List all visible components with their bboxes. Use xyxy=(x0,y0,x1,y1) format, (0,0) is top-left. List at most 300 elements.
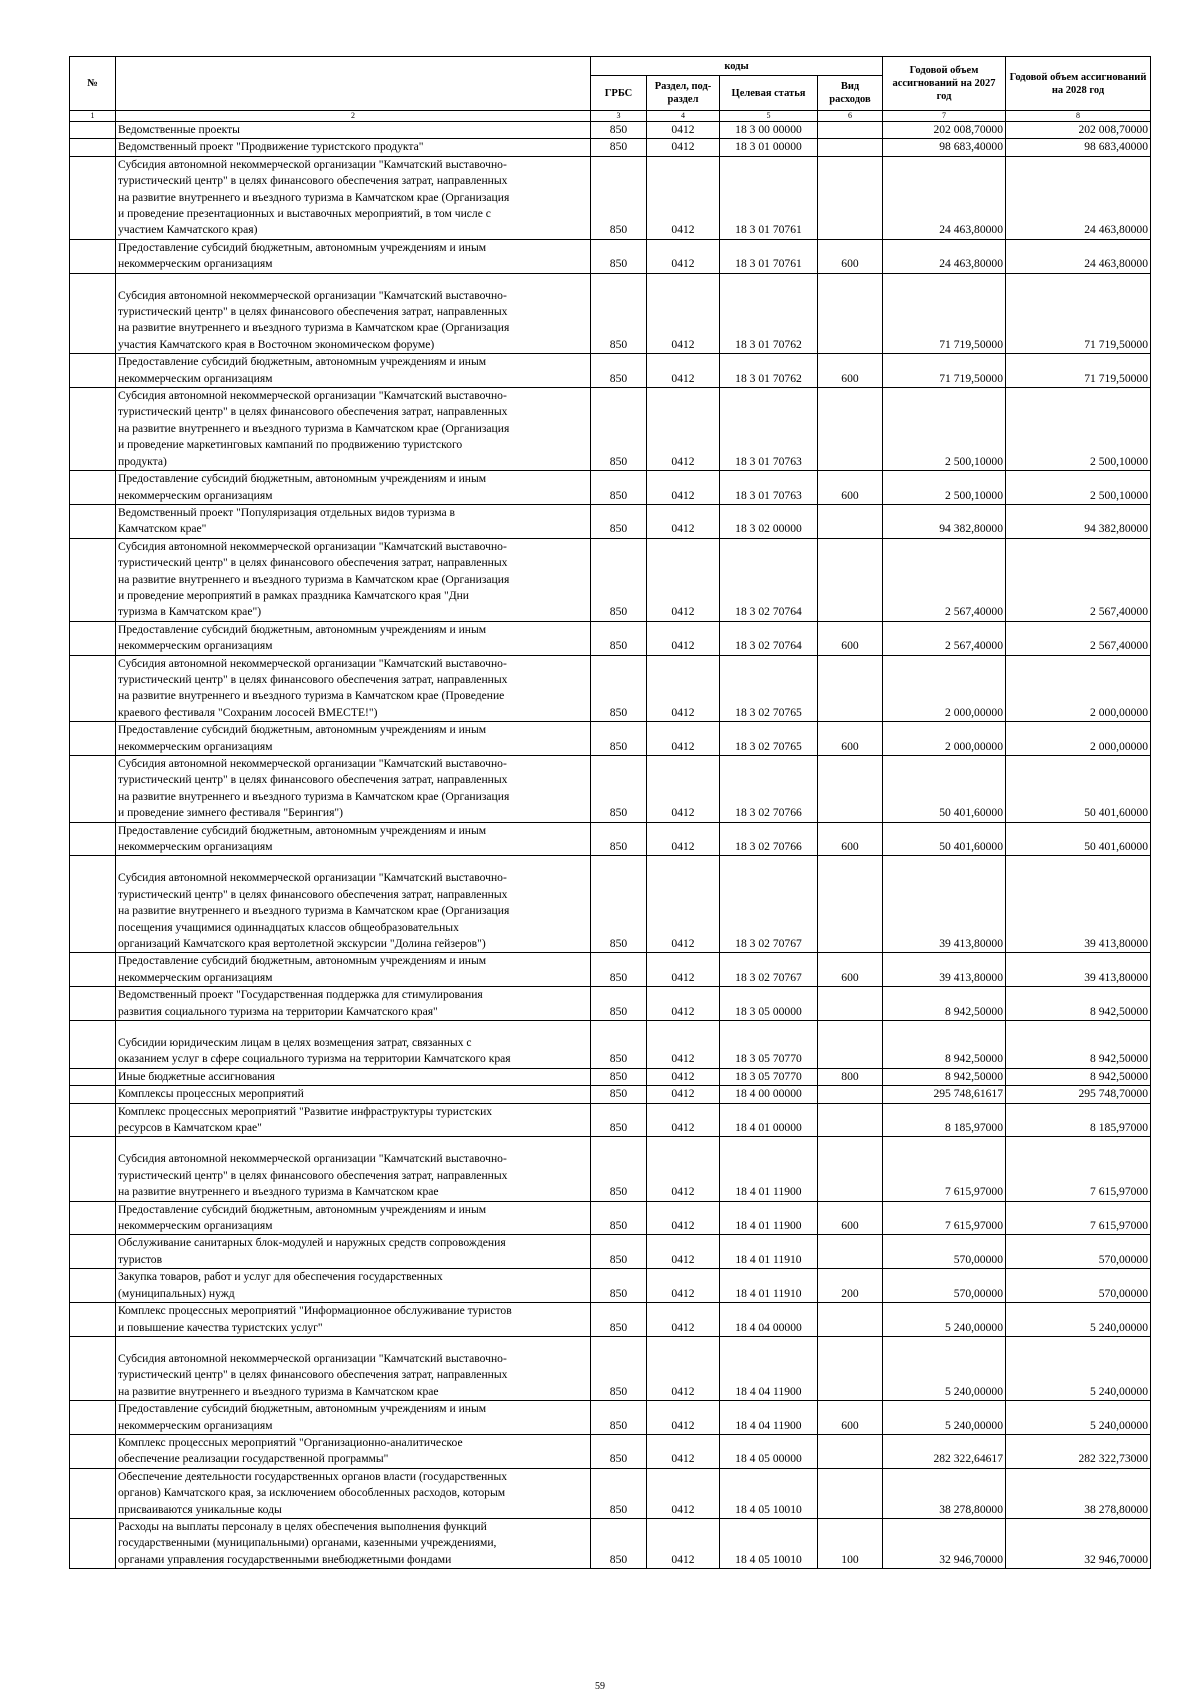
row-amount-2028-cell: 2 000,00000 xyxy=(1006,655,1151,722)
row-razdel-cell: 0412 xyxy=(647,1235,720,1269)
row-razdel-cell: 0412 xyxy=(647,1068,720,1085)
table-row xyxy=(70,388,1151,471)
row-article-cell: 18 4 00 00000 xyxy=(720,1086,818,1103)
row-amount-2027-cell: 24 463,80000 xyxy=(883,156,1006,239)
row-number-cell xyxy=(70,856,116,953)
row-number-cell xyxy=(70,1303,116,1337)
row-amount-2028-cell: 5 240,00000 xyxy=(1006,1303,1151,1337)
row-amount-2028-cell: 2 500,10000 xyxy=(1006,471,1151,505)
row-grbs-cell: 850 xyxy=(591,856,647,953)
row-article-cell: 18 4 01 11900 xyxy=(720,1201,818,1235)
row-razdel-cell: 0412 xyxy=(647,156,720,239)
row-amount-2027-cell: 5 240,00000 xyxy=(883,1303,1006,1337)
row-amount-2027-cell: 7 615,97000 xyxy=(883,1201,1006,1235)
row-amount-2028-cell: 39 413,80000 xyxy=(1006,856,1151,953)
row-vid-cell xyxy=(818,1235,883,1269)
row-amount-2027-cell: 2 567,40000 xyxy=(883,621,1006,655)
row-amount-2028-cell: 2 500,10000 xyxy=(1006,388,1151,471)
row-vid-cell xyxy=(818,756,883,823)
row-grbs-cell: 850 xyxy=(591,1518,647,1568)
row-article-cell: 18 3 01 70763 xyxy=(720,471,818,505)
row-article-cell: 18 3 05 00000 xyxy=(720,987,818,1021)
row-number-cell xyxy=(70,953,116,987)
row-razdel-cell: 0412 xyxy=(647,1518,720,1568)
row-article-cell: 18 3 05 70770 xyxy=(720,1021,818,1069)
row-vid-cell xyxy=(818,1021,883,1069)
row-article-cell: 18 3 02 00000 xyxy=(720,504,818,538)
row-razdel-cell: 0412 xyxy=(647,1201,720,1235)
row-amount-2028-cell: 282 322,73000 xyxy=(1006,1434,1151,1468)
row-grbs-cell: 850 xyxy=(591,1086,647,1103)
row-razdel-cell: 0412 xyxy=(647,1401,720,1435)
row-grbs-cell: 850 xyxy=(591,239,647,273)
row-vid-cell: 600 xyxy=(818,471,883,505)
table-row xyxy=(70,538,1151,621)
row-article-cell: 18 4 04 11900 xyxy=(720,1401,818,1435)
row-amount-2027-cell: 5 240,00000 xyxy=(883,1401,1006,1435)
row-number-cell xyxy=(70,504,116,538)
table-row xyxy=(70,1103,1151,1137)
row-razdel-cell: 0412 xyxy=(647,471,720,505)
table-row xyxy=(70,273,1151,354)
page-number: 59 xyxy=(595,1681,605,1692)
row-razdel-cell: 0412 xyxy=(647,1086,720,1103)
row-grbs-cell: 850 xyxy=(591,953,647,987)
row-name-cell: Ведомственный проект "Популяризация отдельных видов туризма в Камчатском крае" xyxy=(116,504,591,538)
row-number-cell xyxy=(70,1201,116,1235)
row-amount-2027-cell: 50 401,60000 xyxy=(883,822,1006,856)
table-row xyxy=(70,1303,1151,1337)
row-amount-2027-cell: 39 413,80000 xyxy=(883,953,1006,987)
row-grbs-cell: 850 xyxy=(591,1021,647,1069)
table-row xyxy=(70,1269,1151,1303)
table-row xyxy=(70,1401,1151,1435)
row-amount-2027-cell: 202 008,70000 xyxy=(883,122,1006,139)
row-name-cell: Расходы на выплаты персоналу в целях обеспечения выполнения функций государственными (муниципальными) органами, казенными учреждениями, органами управления государственными внебюджетными фондами xyxy=(116,1518,591,1568)
row-grbs-cell: 850 xyxy=(591,655,647,722)
row-article-cell: 18 3 01 70762 xyxy=(720,273,818,354)
row-amount-2028-cell: 50 401,60000 xyxy=(1006,822,1151,856)
row-number-cell xyxy=(70,1401,116,1435)
table-row xyxy=(70,1021,1151,1069)
row-article-cell: 18 3 02 70765 xyxy=(720,722,818,756)
row-number-cell xyxy=(70,1235,116,1269)
row-article-cell: 18 3 02 70767 xyxy=(720,856,818,953)
column-number: 3 xyxy=(591,111,647,122)
table-row xyxy=(70,354,1151,388)
row-number-cell xyxy=(70,1021,116,1069)
row-amount-2027-cell: 32 946,70000 xyxy=(883,1518,1006,1568)
row-vid-cell: 800 xyxy=(818,1068,883,1085)
row-article-cell: 18 3 02 70764 xyxy=(720,621,818,655)
row-number-cell xyxy=(70,538,116,621)
table-row xyxy=(70,239,1151,273)
table-row xyxy=(70,822,1151,856)
row-name-cell: Субсидия автономной некоммерческой организации "Камчатский выставочно- туристический центр" в целях финансового обеспечения затрат, направленных на развитие внутреннего и въездного туризма в Камчатском крае (Организация участия Камчатского края в Восточном экономическом форуме) xyxy=(116,273,591,354)
header-codes: коды xyxy=(591,57,883,76)
row-number-cell xyxy=(70,1518,116,1568)
row-name-cell: Закупка товаров, работ и услуг для обеспечения государственных (муниципальных) нужд xyxy=(116,1269,591,1303)
column-number: 1 xyxy=(70,111,116,122)
row-amount-2027-cell: 71 719,50000 xyxy=(883,354,1006,388)
row-amount-2027-cell: 50 401,60000 xyxy=(883,756,1006,823)
row-amount-2028-cell: 5 240,00000 xyxy=(1006,1336,1151,1400)
row-amount-2028-cell: 2 567,40000 xyxy=(1006,621,1151,655)
row-name-cell: Субсидия автономной некоммерческой организации "Камчатский выставочно- туристический центр" в целях финансового обеспечения затрат, направленных на развитие внутреннего и въездного туризма в Камчатском крае (Организация и проведение маркетинговых кампаний по продвижению туристского продукта) xyxy=(116,388,591,471)
row-grbs-cell: 850 xyxy=(591,1103,647,1137)
table-body xyxy=(70,122,1151,1569)
table-row xyxy=(70,856,1151,953)
row-grbs-cell: 850 xyxy=(591,504,647,538)
row-razdel-cell: 0412 xyxy=(647,655,720,722)
row-amount-2027-cell: 2 500,10000 xyxy=(883,388,1006,471)
row-razdel-cell: 0412 xyxy=(647,273,720,354)
row-number-cell xyxy=(70,388,116,471)
row-number-cell xyxy=(70,471,116,505)
row-name-cell: Ведомственный проект "Государственная поддержка для стимулирования развития социального туризма на территории Камчатского края" xyxy=(116,987,591,1021)
table-row xyxy=(70,987,1151,1021)
row-vid-cell: 600 xyxy=(818,239,883,273)
table-row xyxy=(70,1137,1151,1201)
row-number-cell xyxy=(70,273,116,354)
row-grbs-cell: 850 xyxy=(591,1201,647,1235)
row-vid-cell: 600 xyxy=(818,1401,883,1435)
row-number-cell xyxy=(70,722,116,756)
row-vid-cell xyxy=(818,1468,883,1518)
row-amount-2028-cell: 8 942,50000 xyxy=(1006,1021,1151,1069)
row-razdel-cell: 0412 xyxy=(647,239,720,273)
row-number-cell xyxy=(70,354,116,388)
table-row xyxy=(70,1235,1151,1269)
row-grbs-cell: 850 xyxy=(591,156,647,239)
row-amount-2028-cell: 71 719,50000 xyxy=(1006,354,1151,388)
table-row xyxy=(70,953,1151,987)
row-vid-cell: 200 xyxy=(818,1269,883,1303)
row-article-cell: 18 4 04 00000 xyxy=(720,1303,818,1337)
row-grbs-cell: 850 xyxy=(591,1068,647,1085)
row-amount-2027-cell: 570,00000 xyxy=(883,1269,1006,1303)
row-grbs-cell: 850 xyxy=(591,1137,647,1201)
row-grbs-cell: 850 xyxy=(591,1303,647,1337)
row-number-cell xyxy=(70,1137,116,1201)
row-article-cell: 18 3 02 70767 xyxy=(720,953,818,987)
row-amount-2028-cell: 39 413,80000 xyxy=(1006,953,1151,987)
row-grbs-cell: 850 xyxy=(591,621,647,655)
row-name-cell: Предоставление субсидий бюджетным, автономным учреждениям и иным некоммерческим организациям xyxy=(116,1201,591,1235)
row-grbs-cell: 850 xyxy=(591,354,647,388)
row-name-cell: Предоставление субсидий бюджетным, автономным учреждениям и иным некоммерческим организациям xyxy=(116,471,591,505)
row-razdel-cell: 0412 xyxy=(647,987,720,1021)
row-razdel-cell: 0412 xyxy=(647,1103,720,1137)
row-vid-cell: 600 xyxy=(818,1201,883,1235)
row-vid-cell xyxy=(818,856,883,953)
row-article-cell: 18 3 01 70762 xyxy=(720,354,818,388)
table-row xyxy=(70,621,1151,655)
row-article-cell: 18 3 01 70761 xyxy=(720,239,818,273)
row-name-cell: Субсидии юридическим лицам в целях возмещения затрат, связанных с оказанием услуг в сфере социального туризма на территории Камчатского края xyxy=(116,1021,591,1069)
row-razdel-cell: 0412 xyxy=(647,856,720,953)
row-amount-2028-cell: 98 683,40000 xyxy=(1006,139,1151,156)
row-amount-2027-cell: 2 000,00000 xyxy=(883,655,1006,722)
row-vid-cell: 600 xyxy=(818,354,883,388)
row-grbs-cell: 850 xyxy=(591,273,647,354)
row-article-cell: 18 3 02 70766 xyxy=(720,822,818,856)
row-amount-2028-cell: 8 185,97000 xyxy=(1006,1103,1151,1137)
table-row xyxy=(70,504,1151,538)
row-razdel-cell: 0412 xyxy=(647,122,720,139)
row-amount-2028-cell: 2 567,40000 xyxy=(1006,538,1151,621)
table-row xyxy=(70,1336,1151,1400)
row-vid-cell xyxy=(818,1086,883,1103)
row-number-cell xyxy=(70,156,116,239)
row-grbs-cell: 850 xyxy=(591,822,647,856)
row-amount-2027-cell: 24 463,80000 xyxy=(883,239,1006,273)
table-row xyxy=(70,756,1151,823)
row-name-cell: Предоставление субсидий бюджетным, автономным учреждениям и иным некоммерческим организациям xyxy=(116,621,591,655)
row-article-cell: 18 3 01 70761 xyxy=(720,156,818,239)
row-name-cell: Иные бюджетные ассигнования xyxy=(116,1068,591,1085)
row-amount-2027-cell: 38 278,80000 xyxy=(883,1468,1006,1518)
row-article-cell: 18 3 01 00000 xyxy=(720,139,818,156)
row-article-cell: 18 4 01 11900 xyxy=(720,1137,818,1201)
row-razdel-cell: 0412 xyxy=(647,1303,720,1337)
row-number-cell xyxy=(70,1434,116,1468)
row-amount-2028-cell: 295 748,70000 xyxy=(1006,1086,1151,1103)
row-vid-cell xyxy=(818,987,883,1021)
row-name-cell: Обеспечение деятельности государственных органов власти (государственных органов) Камчатского края, за исключением обособленных расходов, которым присваиваются уникальные коды xyxy=(116,1468,591,1518)
header-razdel: Раздел, под-раздел xyxy=(647,76,720,111)
row-amount-2028-cell: 7 615,97000 xyxy=(1006,1201,1151,1235)
row-razdel-cell: 0412 xyxy=(647,1137,720,1201)
header-name xyxy=(116,57,591,111)
row-amount-2027-cell: 7 615,97000 xyxy=(883,1137,1006,1201)
header-2028: Годовой объем ассигнований на 2028 год xyxy=(1006,57,1151,111)
row-name-cell: Предоставление субсидий бюджетным, автономным учреждениям и иным некоммерческим организациям xyxy=(116,239,591,273)
row-name-cell: Предоставление субсидий бюджетным, автономным учреждениям и иным некоммерческим организациям xyxy=(116,1401,591,1435)
row-amount-2028-cell: 7 615,97000 xyxy=(1006,1137,1151,1201)
row-grbs-cell: 850 xyxy=(591,538,647,621)
row-grbs-cell: 850 xyxy=(591,1336,647,1400)
row-amount-2027-cell: 39 413,80000 xyxy=(883,856,1006,953)
table-row xyxy=(70,655,1151,722)
row-vid-cell xyxy=(818,156,883,239)
row-name-cell: Предоставление субсидий бюджетным, автономным учреждениям и иным некоммерческим организациям xyxy=(116,822,591,856)
row-article-cell: 18 3 01 70763 xyxy=(720,388,818,471)
table-row xyxy=(70,722,1151,756)
row-razdel-cell: 0412 xyxy=(647,139,720,156)
row-name-cell: Ведомственный проект "Продвижение туристского продукта" xyxy=(116,139,591,156)
table-row xyxy=(70,1201,1151,1235)
row-amount-2028-cell: 38 278,80000 xyxy=(1006,1468,1151,1518)
row-name-cell: Ведомственные проекты xyxy=(116,122,591,139)
row-vid-cell xyxy=(818,538,883,621)
header-vid: Вид расходов xyxy=(818,76,883,111)
row-grbs-cell: 850 xyxy=(591,122,647,139)
row-article-cell: 18 3 05 70770 xyxy=(720,1068,818,1085)
row-amount-2027-cell: 5 240,00000 xyxy=(883,1336,1006,1400)
row-grbs-cell: 850 xyxy=(591,1269,647,1303)
column-number: 7 xyxy=(883,111,1006,122)
row-vid-cell: 100 xyxy=(818,1518,883,1568)
table-row xyxy=(70,156,1151,239)
row-amount-2027-cell: 2 567,40000 xyxy=(883,538,1006,621)
table-row xyxy=(70,139,1151,156)
row-number-cell xyxy=(70,1269,116,1303)
row-grbs-cell: 850 xyxy=(591,471,647,505)
row-amount-2028-cell: 570,00000 xyxy=(1006,1269,1151,1303)
row-name-cell: Предоставление субсидий бюджетным, автономным учреждениям и иным некоммерческим организациям xyxy=(116,722,591,756)
table-row xyxy=(70,122,1151,139)
row-vid-cell xyxy=(818,1434,883,1468)
row-amount-2027-cell: 570,00000 xyxy=(883,1235,1006,1269)
row-amount-2028-cell: 24 463,80000 xyxy=(1006,239,1151,273)
row-number-cell xyxy=(70,756,116,823)
row-name-cell: Субсидия автономной некоммерческой организации "Камчатский выставочно- туристический центр" в целях финансового обеспечения затрат, направленных на развитие внутреннего и въездного туризма в Камчатском крае xyxy=(116,1137,591,1201)
row-number-cell xyxy=(70,122,116,139)
row-article-cell: 18 4 04 11900 xyxy=(720,1336,818,1400)
row-number-cell xyxy=(70,655,116,722)
row-number-cell xyxy=(70,1336,116,1400)
row-grbs-cell: 850 xyxy=(591,756,647,823)
row-amount-2028-cell: 5 240,00000 xyxy=(1006,1401,1151,1435)
row-article-cell: 18 4 05 10010 xyxy=(720,1468,818,1518)
header-2027: Годовой объем ассигнований на 2027 год xyxy=(883,57,1006,111)
row-grbs-cell: 850 xyxy=(591,1434,647,1468)
row-number-cell xyxy=(70,1086,116,1103)
row-number-cell xyxy=(70,239,116,273)
row-amount-2027-cell: 8 942,50000 xyxy=(883,1021,1006,1069)
column-number: 2 xyxy=(116,111,591,122)
row-grbs-cell: 850 xyxy=(591,388,647,471)
row-vid-cell xyxy=(818,1137,883,1201)
table-row xyxy=(70,1068,1151,1085)
row-grbs-cell: 850 xyxy=(591,1401,647,1435)
row-article-cell: 18 4 05 10010 xyxy=(720,1518,818,1568)
header-article: Целевая статья xyxy=(720,76,818,111)
row-name-cell: Обслуживание санитарных блок-модулей и наружных средств сопровождения туристов xyxy=(116,1235,591,1269)
row-vid-cell: 600 xyxy=(818,822,883,856)
row-amount-2028-cell: 71 719,50000 xyxy=(1006,273,1151,354)
table-row xyxy=(70,1518,1151,1568)
row-amount-2028-cell: 2 000,00000 xyxy=(1006,722,1151,756)
table-row xyxy=(70,471,1151,505)
row-name-cell: Субсидия автономной некоммерческой организации "Камчатский выставочно- туристический центр" в целях финансового обеспечения затрат, направленных на развитие внутреннего и въездного туризма в Камчатском крае (Проведение краевого фестиваля "Сохраним лососей ВМЕСТЕ!") xyxy=(116,655,591,722)
row-number-cell xyxy=(70,987,116,1021)
table-row xyxy=(70,1434,1151,1468)
row-article-cell: 18 3 00 00000 xyxy=(720,122,818,139)
row-razdel-cell: 0412 xyxy=(647,722,720,756)
row-amount-2027-cell: 94 382,80000 xyxy=(883,504,1006,538)
row-razdel-cell: 0412 xyxy=(647,756,720,823)
row-number-cell xyxy=(70,621,116,655)
row-amount-2028-cell: 8 942,50000 xyxy=(1006,987,1151,1021)
row-vid-cell xyxy=(818,388,883,471)
row-grbs-cell: 850 xyxy=(591,139,647,156)
row-grbs-cell: 850 xyxy=(591,1468,647,1518)
row-razdel-cell: 0412 xyxy=(647,1434,720,1468)
budget-table xyxy=(69,56,1151,1569)
row-article-cell: 18 3 02 70765 xyxy=(720,655,818,722)
row-razdel-cell: 0412 xyxy=(647,1468,720,1518)
row-razdel-cell: 0412 xyxy=(647,1021,720,1069)
row-amount-2027-cell: 2 500,10000 xyxy=(883,471,1006,505)
row-name-cell: Субсидия автономной некоммерческой организации "Камчатский выставочно- туристический центр" в целях финансового обеспечения затрат, направленных на развитие внутреннего и въездного туризма в Камчатском крае (Организация и проведение презентационных и выставочных мероприятий, в том числе с участием Камчатского края) xyxy=(116,156,591,239)
row-amount-2028-cell: 8 942,50000 xyxy=(1006,1068,1151,1085)
row-name-cell: Субсидия автономной некоммерческой организации "Камчатский выставочно- туристический центр" в целях финансового обеспечения затрат, направленных на развитие внутреннего и въездного туризма в Камчатском крае (Организация посещения учащимися одиннадцатых классов общеобразовательных организаций Камчатского края вертолетной экскурсии "Долина гейзеров") xyxy=(116,856,591,953)
row-name-cell: Комплекс процессных мероприятий "Организационно-аналитическое обеспечение реализации государственной программы" xyxy=(116,1434,591,1468)
table-row xyxy=(70,1086,1151,1103)
row-article-cell: 18 4 05 00000 xyxy=(720,1434,818,1468)
row-name-cell: Субсидия автономной некоммерческой организации "Камчатский выставочно- туристический центр" в целях финансового обеспечения затрат, направленных на развитие внутреннего и въездного туризма в Камчатском крае xyxy=(116,1336,591,1400)
row-article-cell: 18 4 01 11910 xyxy=(720,1269,818,1303)
row-name-cell: Предоставление субсидий бюджетным, автономным учреждениям и иным некоммерческим организациям xyxy=(116,354,591,388)
row-amount-2028-cell: 94 382,80000 xyxy=(1006,504,1151,538)
row-article-cell: 18 4 01 00000 xyxy=(720,1103,818,1137)
row-number-cell xyxy=(70,1103,116,1137)
row-razdel-cell: 0412 xyxy=(647,504,720,538)
row-number-cell xyxy=(70,139,116,156)
row-razdel-cell: 0412 xyxy=(647,538,720,621)
row-amount-2028-cell: 570,00000 xyxy=(1006,1235,1151,1269)
column-number: 8 xyxy=(1006,111,1151,122)
row-article-cell: 18 4 01 11910 xyxy=(720,1235,818,1269)
row-vid-cell xyxy=(818,1303,883,1337)
row-amount-2027-cell: 71 719,50000 xyxy=(883,273,1006,354)
row-article-cell: 18 3 02 70764 xyxy=(720,538,818,621)
row-vid-cell: 600 xyxy=(818,621,883,655)
row-number-cell xyxy=(70,1468,116,1518)
row-razdel-cell: 0412 xyxy=(647,953,720,987)
row-amount-2027-cell: 8 942,50000 xyxy=(883,987,1006,1021)
row-name-cell: Комплексы процессных мероприятий xyxy=(116,1086,591,1103)
table-row xyxy=(70,1468,1151,1518)
row-vid-cell xyxy=(818,122,883,139)
row-razdel-cell: 0412 xyxy=(647,1269,720,1303)
row-number-cell xyxy=(70,822,116,856)
row-article-cell: 18 3 02 70766 xyxy=(720,756,818,823)
row-vid-cell: 600 xyxy=(818,953,883,987)
row-amount-2028-cell: 24 463,80000 xyxy=(1006,156,1151,239)
header-number: № xyxy=(70,57,116,111)
row-grbs-cell: 850 xyxy=(591,722,647,756)
column-number: 5 xyxy=(720,111,818,122)
row-amount-2028-cell: 50 401,60000 xyxy=(1006,756,1151,823)
row-number-cell xyxy=(70,1068,116,1085)
row-razdel-cell: 0412 xyxy=(647,388,720,471)
row-name-cell: Предоставление субсидий бюджетным, автономным учреждениям и иным некоммерческим организациям xyxy=(116,953,591,987)
row-amount-2028-cell: 32 946,70000 xyxy=(1006,1518,1151,1568)
row-amount-2027-cell: 8 185,97000 xyxy=(883,1103,1006,1137)
row-vid-cell xyxy=(818,655,883,722)
row-grbs-cell: 850 xyxy=(591,987,647,1021)
column-number: 6 xyxy=(818,111,883,122)
row-razdel-cell: 0412 xyxy=(647,621,720,655)
row-vid-cell xyxy=(818,273,883,354)
row-name-cell: Субсидия автономной некоммерческой организации "Камчатский выставочно- туристический центр" в целях финансового обеспечения затрат, направленных на развитие внутреннего и въездного туризма в Камчатском крае (Организация и проведение мероприятий в рамках праздника Камчатского края "Дни туризма в Камчатском крае") xyxy=(116,538,591,621)
row-name-cell: Субсидия автономной некоммерческой организации "Камчатский выставочно- туристический центр" в целях финансового обеспечения затрат, направленных на развитие внутреннего и въездного туризма в Камчатском крае (Организация и проведение зимнего фестиваля "Берингия") xyxy=(116,756,591,823)
row-vid-cell xyxy=(818,1103,883,1137)
row-amount-2027-cell: 8 942,50000 xyxy=(883,1068,1006,1085)
row-name-cell: Комплекс процессных мероприятий "Информационное обслуживание туристов и повышение качества туристских услуг" xyxy=(116,1303,591,1337)
row-vid-cell: 600 xyxy=(818,722,883,756)
header-grbs: ГРБС xyxy=(591,76,647,111)
column-number: 4 xyxy=(647,111,720,122)
row-grbs-cell: 850 xyxy=(591,1235,647,1269)
table-header xyxy=(70,57,1151,122)
row-amount-2028-cell: 202 008,70000 xyxy=(1006,122,1151,139)
row-vid-cell xyxy=(818,1336,883,1400)
row-amount-2027-cell: 295 748,61617 xyxy=(883,1086,1006,1103)
